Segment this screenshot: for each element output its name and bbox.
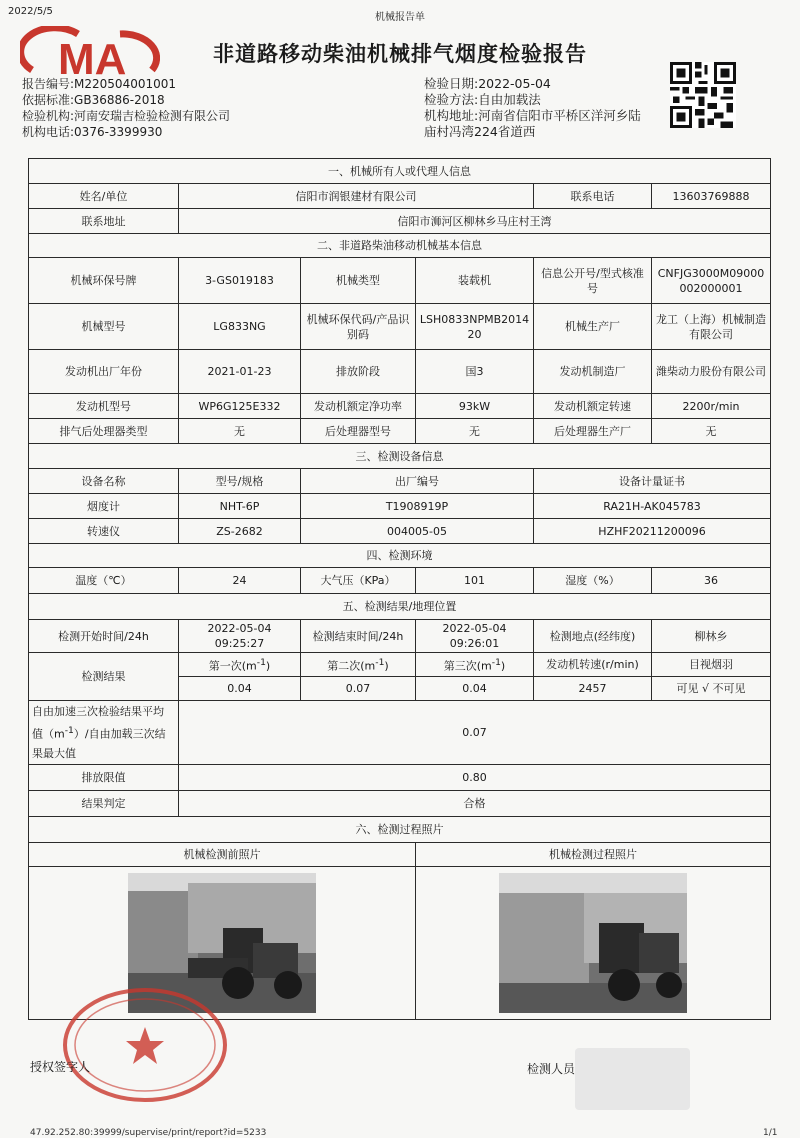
owner-address-label: 联系地址 — [29, 209, 179, 234]
temp-label: 温度（℃） — [29, 568, 179, 594]
pressure: 101 — [416, 568, 534, 594]
equip-cert: RA21H-AK045783 — [534, 494, 771, 519]
section-owner: 一、机械所有人或代理人信息 — [29, 159, 771, 184]
start-time: 2022-05-04 09:25:27 — [179, 620, 301, 653]
signature-redaction — [575, 1048, 690, 1110]
temp: 24 — [179, 568, 301, 594]
env-code-label: 机械环保代码/产品识别码 — [301, 304, 416, 350]
info: CNFJG3000M09000002000001 — [652, 258, 771, 304]
report-number: 报告编号:M220504001001 — [22, 77, 177, 91]
engine-year: 2021-01-23 — [179, 350, 301, 394]
plate: 3-GS019183 — [179, 258, 301, 304]
agency-address-line2: 庙村冯湾224省道西 — [424, 124, 536, 139]
third-value: 0.04 — [416, 677, 534, 701]
stage-label: 排放阶段 — [301, 350, 416, 394]
print-date: 2022/5/5 — [8, 6, 53, 17]
place: 柳林乡 — [652, 620, 771, 653]
owner-name-label: 姓名/单位 — [29, 184, 179, 209]
inspection-date: 检验日期:2022-05-04 — [424, 76, 551, 91]
footer-url: 47.92.252.80:39999/supervise/print/report?id=5233 — [30, 1128, 267, 1138]
machine-type-label: 机械类型 — [301, 258, 416, 304]
power: 93kW — [416, 394, 534, 419]
end-time: 2022-05-04 09:26:01 — [416, 620, 534, 653]
machine-model-label: 机械型号 — [29, 304, 179, 350]
equip-header-cert: 设备计量证书 — [534, 469, 771, 494]
print-title: 机械报告单 — [375, 12, 425, 23]
equip-model: NHT-6P — [179, 494, 301, 519]
section-equipment: 三、检测设备信息 — [29, 444, 771, 469]
section-result: 五、检测结果/地理位置 — [29, 594, 771, 620]
rpm-value: 2457 — [534, 677, 652, 701]
owner-phone-label: 联系电话 — [534, 184, 652, 209]
maker: 龙工（上海）机械制造有限公司 — [652, 304, 771, 350]
humidity-label: 湿度（%） — [534, 568, 652, 594]
inspection-method: 检验方法:自由加载法 — [424, 92, 541, 107]
agency-address-line1: 机构地址:河南省信阳市平桥区洋河乡陆 — [424, 108, 641, 123]
table-row — [29, 494, 771, 519]
end-time-label: 检测结束时间/24h — [301, 620, 416, 653]
owner-phone: 13603769888 — [652, 184, 771, 209]
qr-code-icon — [670, 62, 736, 128]
start-time-label: 检测开始时间/24h — [29, 620, 179, 653]
photo-before-label: 机械检测前照片 — [29, 843, 416, 867]
machine-type: 装载机 — [416, 258, 534, 304]
equip-header-model: 型号/规格 — [179, 469, 301, 494]
judge-value: 合格 — [179, 791, 771, 817]
rpm-label: 发动机转速(r/min) — [534, 653, 652, 677]
average-value: 0.07 — [179, 701, 771, 765]
pressure-label: 大气压（KPa） — [301, 568, 416, 594]
equip-model: ZS-2682 — [179, 519, 301, 544]
engine-model-label: 发动机型号 — [29, 394, 179, 419]
visual-value: 可见 √ 不可见 — [652, 677, 771, 701]
official-seal — [60, 985, 230, 1105]
photo-during-label: 机械检测过程照片 — [416, 843, 771, 867]
average-label: 自由加速三次检验结果平均 值$(m^{-1})/$自由加载三次结 果最大值 — [29, 701, 179, 765]
second-value: 0.07 — [301, 677, 416, 701]
page-number: 1/1 — [763, 1128, 778, 1138]
equip-serial: T1908919P — [301, 494, 534, 519]
owner-address: 信阳市浉河区柳林乡马庄村王湾 — [179, 209, 771, 234]
equip-header-serial: 出厂编号 — [301, 469, 534, 494]
left-meta — [22, 76, 382, 140]
third-label: 第三次$(m^{-1})$ — [416, 653, 534, 677]
standard: 依据标准:GB36886-2018 — [22, 93, 165, 107]
stage: 国3 — [416, 350, 534, 394]
speed: 2200r/min — [652, 394, 771, 419]
report-table — [28, 158, 771, 1020]
section-photos: 六、检测过程照片 — [29, 817, 771, 843]
first-value: 0.04 — [179, 677, 301, 701]
equip-cert: HZHF20211200096 — [534, 519, 771, 544]
after-model: 无 — [416, 419, 534, 444]
engine-model: WP6G125E332 — [179, 394, 301, 419]
place-label: 检测地点(经纬度) — [534, 620, 652, 653]
maker-label: 机械生产厂 — [534, 304, 652, 350]
machine-model: LG833NG — [179, 304, 301, 350]
owner-name: 信阳市润银建材有限公司 — [179, 184, 534, 209]
judge-label: 结果判定 — [29, 791, 179, 817]
engine-maker-label: 发动机制造厂 — [534, 350, 652, 394]
after-maker: 无 — [652, 419, 771, 444]
first-label: 第一次$(m^{-1})$ — [179, 653, 301, 677]
equip-name: 烟度计 — [29, 494, 179, 519]
agency-phone: 机构电话:0376-3399930 — [22, 125, 163, 139]
env-code: LSH0833NPMB201420 — [416, 304, 534, 350]
engine-maker: 潍柴动力股份有限公司 — [652, 350, 771, 394]
after-model-label: 后处理器型号 — [301, 419, 416, 444]
plate-label: 机械环保号牌 — [29, 258, 179, 304]
photo-during — [499, 873, 687, 1013]
engine-year-label: 发动机出厂年份 — [29, 350, 179, 394]
after-type-label: 排气后处理器类型 — [29, 419, 179, 444]
section-machine: 二、非道路柴油移动机械基本信息 — [29, 234, 771, 258]
equip-name: 转速仪 — [29, 519, 179, 544]
table-row — [29, 519, 771, 544]
second-label: 第二次$(m^{-1})$ — [301, 653, 416, 677]
after-type: 无 — [179, 419, 301, 444]
speed-label: 发动机额定转速 — [534, 394, 652, 419]
section-environment: 四、检测环境 — [29, 544, 771, 568]
authorized-signer-label: 授权签字人 — [30, 1060, 91, 1074]
after-maker-label: 后处理器生产厂 — [534, 419, 652, 444]
tester-label: 检测人员 — [527, 1062, 576, 1076]
cma-logo-text: MA — [58, 35, 127, 84]
right-meta — [424, 76, 664, 140]
report-title: 非道路移动柴油机械排气烟度检验报告 — [213, 42, 587, 66]
limit-value: 0.80 — [179, 765, 771, 791]
agency: 检验机构:河南安瑞吉检验检测有限公司 — [22, 109, 231, 123]
power-label: 发动机额定净功率 — [301, 394, 416, 419]
humidity: 36 — [652, 568, 771, 594]
equip-serial: 004005-05 — [301, 519, 534, 544]
photo-during-cell — [416, 867, 771, 1020]
info-label: 信息公开号/型式核准号 — [534, 258, 652, 304]
limit-label: 排放限值 — [29, 765, 179, 791]
equip-header-name: 设备名称 — [29, 469, 179, 494]
visual-label: 目视烟羽 — [652, 653, 771, 677]
result-label: 检测结果 — [29, 653, 179, 701]
